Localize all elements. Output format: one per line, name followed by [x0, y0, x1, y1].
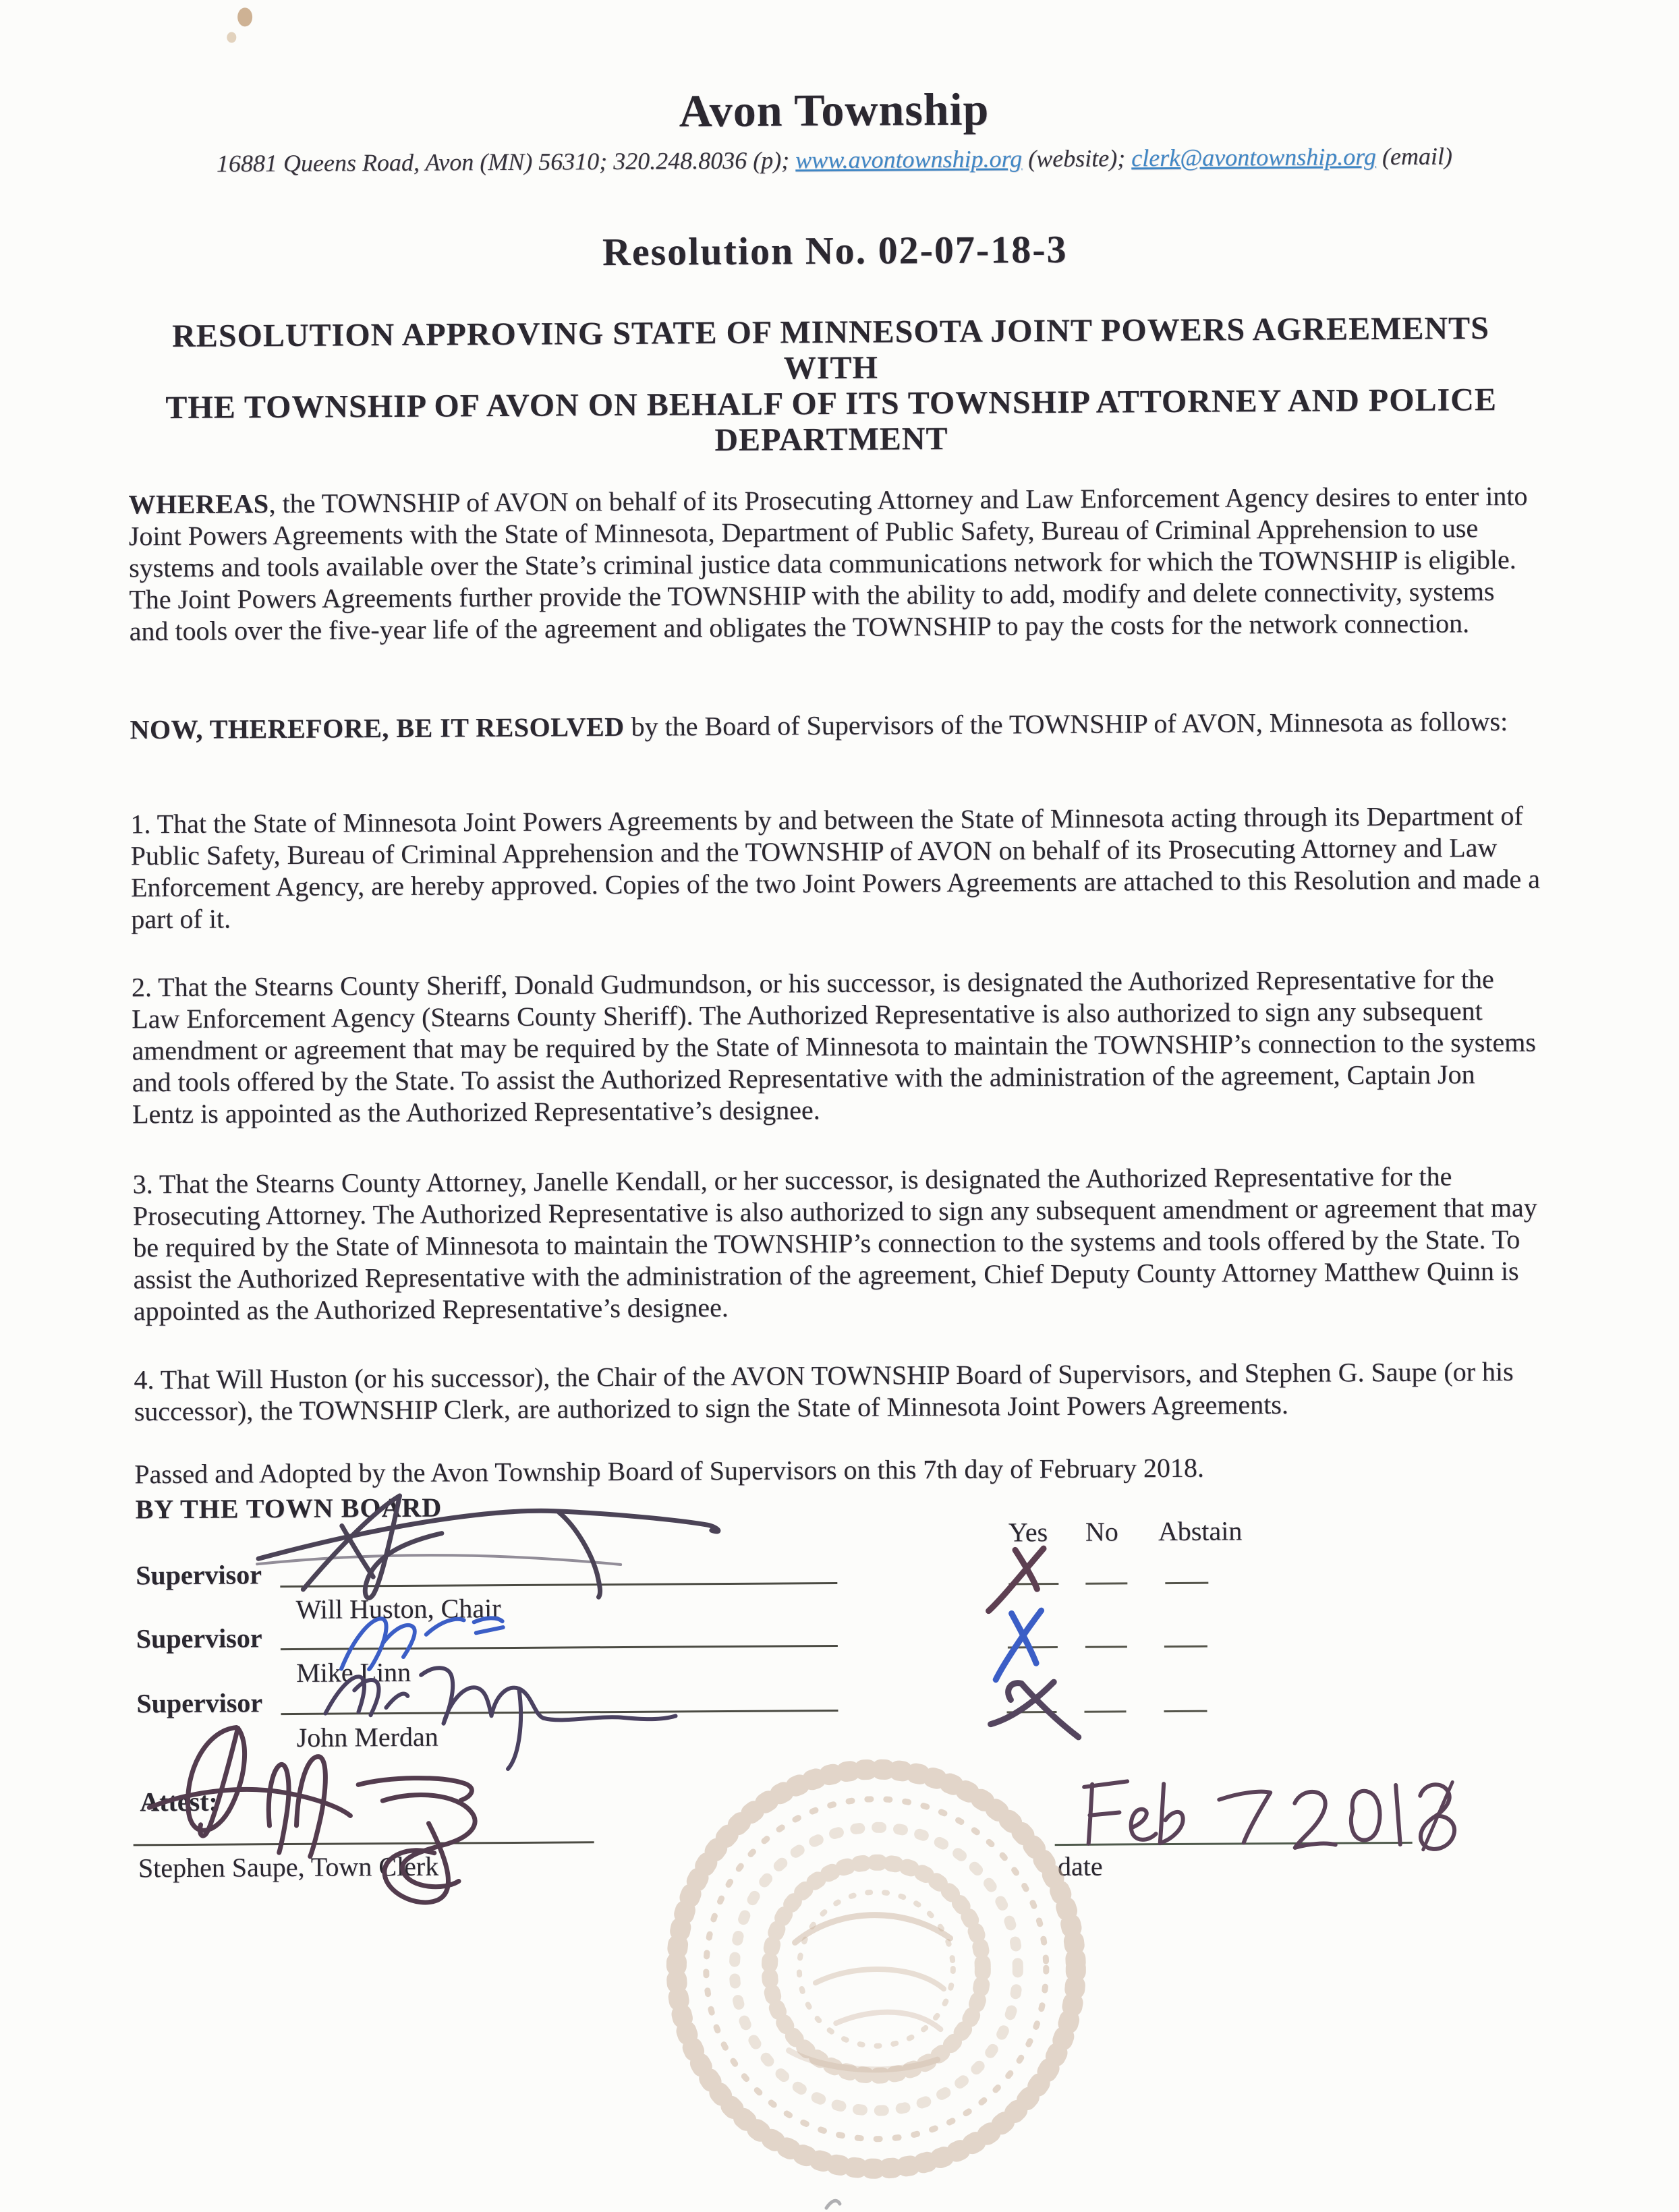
signer-name-3: John Merdan: [296, 1721, 438, 1753]
vote-line-abstain-2: [1164, 1646, 1207, 1648]
vote-x-mark-row-3: [990, 1682, 1078, 1738]
org-title: Avon Township: [679, 83, 990, 137]
address-text-suffix: (email): [1375, 142, 1453, 171]
paragraph-item-4: 4. That Will Huston (or his successor), the Chair of the AVON TOWNSHIP Board of Supervisors, and Stephen G. Saupe (or his successor), the TOWNSHIP Clerk, are authorized to sign the State of Minnesota Joint Powers Agreements.: [134, 1356, 1514, 1427]
resolution-subject-heading: [127, 310, 1535, 462]
resolution-number-title: Resolution No. 02-07-18-3: [602, 227, 1068, 274]
vote-line-no-1: [1085, 1582, 1127, 1584]
attest-name: Stephen Saupe, Town Clerk: [138, 1851, 439, 1884]
vote-x-mark-row-2: [996, 1610, 1042, 1679]
paragraph-item-1: 1. That the State of Minnesota Joint Powers Agreements by and between the State of Minnesota acting through its Department of Public Safety, Bureau of Criminal Apprehension and the TOWNSHIP of AVON on behalf of its Prosecuting Attorney and Law Enforcement Agency, are hereby approved. Copies of the two Joint Powers Agreements are attached to this Resolution and made a part of it.: [130, 800, 1541, 935]
address-text-mid: (website);: [1022, 144, 1132, 173]
vote-line-yes-2: [1008, 1646, 1058, 1648]
paragraph-lead: WHEREAS: [128, 488, 269, 520]
signature-line-3: [281, 1710, 838, 1715]
date-line: [1055, 1842, 1413, 1846]
vote-column-abstain: Abstain: [1158, 1515, 1243, 1547]
org-address-line: [0, 140, 1674, 179]
vote-line-yes-3: [1006, 1711, 1056, 1713]
signer-name-2: Mike Linn: [295, 1656, 411, 1688]
supervisor-label-1: Supervisor: [136, 1559, 262, 1591]
paragraph-text: , the TOWNSHIP of AVON on behalf of its Prosecuting Attorney and Law Enforcement Agency desires to enter into Joint Powers Agreements with the State of Minnesota, Department of Public Safety, Bureau of Criminal Apprehension to use systems and tools available over the State’s criminal justice data communications network for which the TOWNSHIP is eligible. The Joint Powers Agreements further provide the TOWNSHIP with the ability to add, modify and delete connectivity, systems and tools over the five-year life of the agreement and obligates the TOWNSHIP to pay the costs for the network connection.: [128, 480, 1528, 647]
town-board-heading: BY THE TOWN BOARD: [135, 1492, 443, 1525]
vote-line-abstain-3: [1164, 1710, 1207, 1712]
paragraph-resolved: [130, 705, 1539, 746]
website-link[interactable]: www.avontownship.org: [795, 145, 1023, 174]
vote-line-yes-1: [1008, 1583, 1058, 1585]
paragraph-whereas: [128, 480, 1539, 647]
vote-line-abstain-1: [1165, 1582, 1208, 1584]
vote-line-no-3: [1084, 1710, 1126, 1712]
signature-line-1: [280, 1582, 837, 1588]
paragraph-item-2: 2. That the Stearns County Sheriff, Donald Gudmundson, or his successor, is designated the Authorized Representative for the Law Enforcement Agency (Stearns County Sheriff). The Authorized Representative is also authorized to sign any subsequent amendment or agreement that may be required by the State of Minnesota to maintain the TOWNSHIP’s connection to the systems and tools offered by the State. To assist the Authorized Representative with the administration of the agreement, Captain Jon Lentz is appointed as the Authorized Representative’s designee.: [131, 964, 1536, 1130]
subject-line: DEPARTMENT: [714, 421, 948, 459]
signer-name-1: Will Huston, Chair: [295, 1593, 501, 1625]
supervisor-label-2: Supervisor: [136, 1623, 262, 1654]
subject-line: RESOLUTION APPROVING STATE OF MINNESOTA JOINT POWERS AGREEMENTS WITH: [172, 310, 1489, 386]
handwritten-date: [1084, 1779, 1454, 1851]
paragraph-text: by the Board of Supervisors of the TOWNSHIP of AVON, Minnesota as follows:: [624, 705, 1508, 742]
date-label: date: [1057, 1851, 1103, 1882]
embossed-seal: [675, 1768, 1077, 2170]
vote-line-no-2: [1085, 1646, 1127, 1648]
vote-column-yes: Yes: [1008, 1517, 1048, 1548]
email-link[interactable]: clerk@avontownship.org: [1131, 143, 1377, 172]
vote-x-mark-row-1: [988, 1548, 1044, 1610]
paragraph-item-3: 3. That the Stearns County Attorney, Janelle Kendall, or her successor, is designated the Authorized Representative for the Prosecuting Attorney. The Authorized Representative is also authorized to sign any subsequent amendment or agreement that may be required by the State of Minnesota to maintain the TOWNSHIP’s connection to the systems and tools offered by the State. To assist the Authorized Representative with the administration of the agreement, Chief Deputy County Attorney Matthew Quinn is appointed as the Authorized Representative’s designee.: [132, 1161, 1537, 1327]
signature-line-2: [281, 1645, 838, 1650]
vote-column-no: No: [1085, 1516, 1118, 1547]
address-text: 16881 Queens Road, Avon (MN) 56310; 320.248.8036 (p);: [216, 146, 796, 177]
attest-signature-line: [134, 1841, 594, 1846]
subject-line: THE TOWNSHIP OF AVON ON BEHALF OF ITS TOWNSHIP ATTORNEY AND POLICE: [165, 382, 1498, 426]
supervisor-label-3: Supervisor: [136, 1687, 263, 1719]
attest-label: Attest:: [140, 1786, 218, 1817]
paragraph-lead: NOW, THEREFORE, BE IT RESOLVED: [130, 711, 625, 745]
paragraph-passed-adopted: Passed and Adopted by the Avon Township Board of Supervisors on this 7th day of February 2018.: [134, 1452, 1205, 1490]
